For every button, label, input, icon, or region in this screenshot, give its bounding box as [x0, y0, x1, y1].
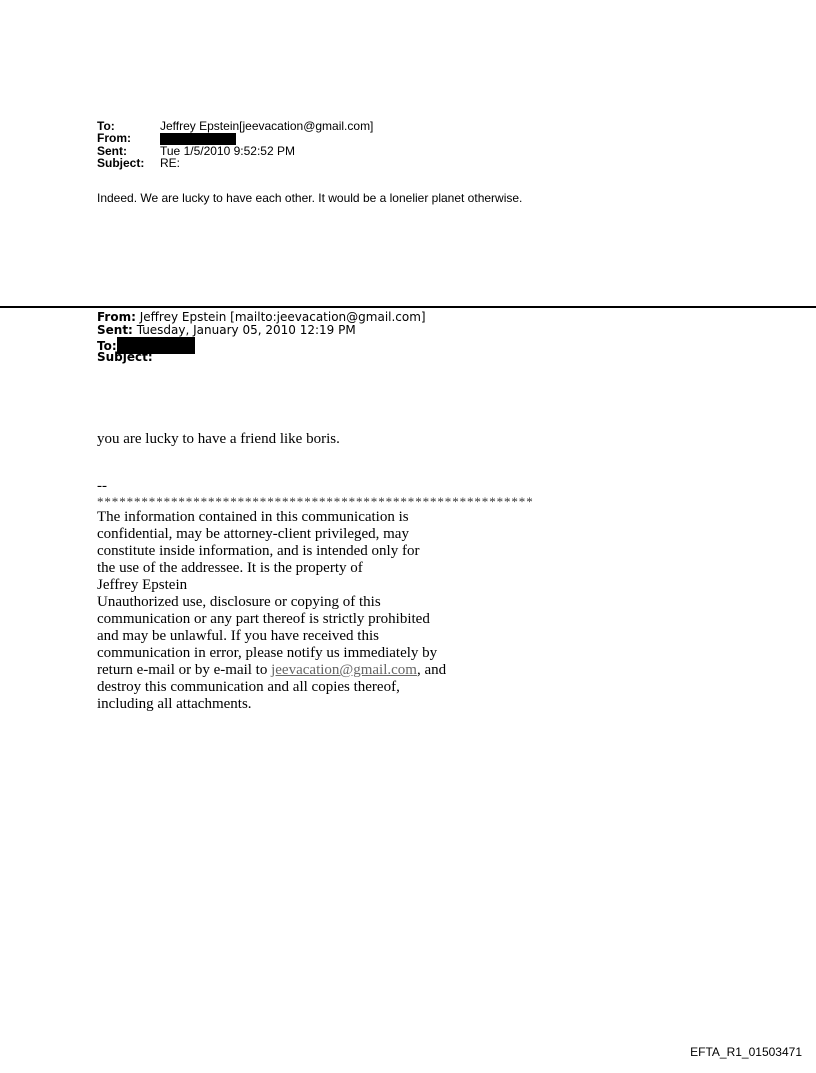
- reply-subject-line: [97, 157, 180, 169]
- to-value: Jeffrey Epstein[jeevacation@gmail.com]: [160, 119, 374, 133]
- disclaimer: [97, 509, 597, 713]
- disclaimer-line: [97, 662, 597, 679]
- disclaimer-line: The information contained in this communication is: [97, 509, 409, 525]
- sent-label: Sent:: [97, 323, 133, 337]
- from-label: From:: [97, 131, 131, 145]
- original-body: you are lucky to have a friend like boris.: [97, 431, 340, 447]
- sent-value: Tuesday, January 05, 2010 12:19 PM: [136, 323, 356, 337]
- document-id-footer: EFTA_R1_01503471: [690, 1045, 802, 1059]
- subject-label: Subject:: [97, 156, 145, 170]
- reply-to-line: [97, 120, 373, 132]
- disclaimer-text: , and: [416, 662, 447, 678]
- disclaimer-line: communication in error, please notify us immediately by: [97, 645, 438, 661]
- disclaimer-line: communication or any part thereof is strictly prohibited: [97, 611, 430, 627]
- sent-label: Sent:: [97, 144, 127, 158]
- from-value: Jeffrey Epstein [mailto:jeevacation@gmail.com]: [139, 310, 426, 324]
- disclaimer-line: confidential, may be attorney-client privileged, may: [97, 526, 409, 542]
- disclaimer-line: the use of the addressee. It is the property of: [97, 560, 363, 576]
- disclaimer-line: constitute inside information, and is intended only for: [97, 543, 420, 559]
- disclaimer-line: and may be unlawful. If you have received this: [97, 628, 379, 644]
- to-label: To:: [97, 119, 115, 133]
- divider-rule: [0, 306, 816, 308]
- original-sent-line: [97, 324, 356, 337]
- to-label: To:: [97, 339, 117, 353]
- reply-body: Indeed. We are lucky to have each other. It would be a lonelier planet otherwise.: [97, 191, 523, 205]
- signature-stars: ***********************************************************: [97, 494, 534, 509]
- sent-value: Tue 1/5/2010 9:52:52 PM: [160, 144, 295, 158]
- from-label: From:: [97, 310, 136, 324]
- subject-value: RE:: [160, 156, 181, 170]
- subject-label: Subject:: [97, 350, 153, 364]
- disclaimer-line: including all attachments.: [97, 696, 252, 712]
- disclaimer-line: Jeffrey Epstein: [97, 577, 188, 593]
- email-link[interactable]: jeevacation@gmail.com: [271, 662, 417, 678]
- original-subject-line: [97, 351, 153, 364]
- disclaimer-line: Unauthorized use, disclosure or copying of this: [97, 594, 381, 610]
- signature-dash: --: [97, 478, 107, 494]
- reply-from-line: [97, 132, 236, 145]
- disclaimer-text: return e-mail or by e-mail to: [97, 662, 272, 678]
- disclaimer-line: destroy this communication and all copies thereof,: [97, 679, 400, 695]
